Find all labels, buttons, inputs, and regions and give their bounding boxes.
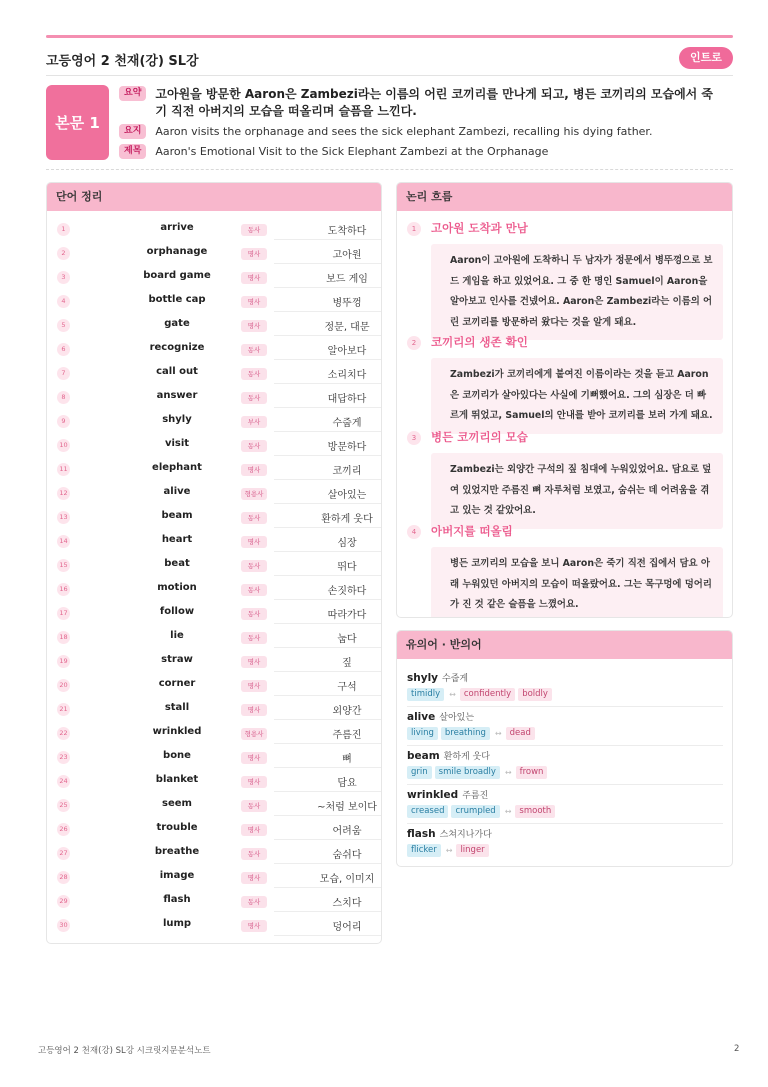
vocab-row-divider: [274, 407, 382, 408]
footer-text: 고등영어 2 천재(강) SL강 시크릿지문분석노트: [38, 1046, 211, 1056]
swap-arrow-icon: ↔: [504, 768, 512, 777]
vocab-row: [47, 338, 382, 362]
vocab-number: 23: [57, 751, 70, 764]
vocab-word: image: [159, 870, 195, 881]
synonym-heading: 유의어 · 반의어: [397, 631, 732, 659]
part-of-speech-badge: 부사: [241, 416, 267, 428]
synonym-divider: [407, 784, 723, 785]
synonym-headword-line: [407, 749, 723, 762]
vocab-word: board game: [143, 270, 211, 281]
part-of-speech-badge: 명사: [241, 704, 267, 716]
synonym-group: [407, 827, 723, 857]
part-of-speech-badge: 동사: [241, 368, 267, 380]
synonym-chip: grin: [407, 766, 432, 779]
vocab-heading: 단어 정리: [47, 183, 381, 211]
step-body: Zambezi가 코끼리에게 붙여진 이름이라는 것을 듣고 Aaron은 코끼리가 살아있다는 사실에 기뻐했어요. 그의 심장은 더 빠르게 뛰었고, Samuel의 안내를 받아 코끼리를 보러 가게 돼요.: [431, 358, 723, 434]
vocab-row: [47, 314, 382, 338]
summary-tag: 요약: [119, 86, 146, 101]
vocab-row-divider: [274, 527, 382, 528]
vocab-number: 24: [57, 775, 70, 788]
vocab-word: lie: [170, 630, 184, 641]
part-of-speech-badge: 동사: [241, 512, 267, 524]
vocab-row-divider: [274, 263, 382, 264]
vocab-number: 17: [57, 607, 70, 620]
vocab-row-divider: [274, 287, 382, 288]
vocab-number: 2: [57, 247, 70, 260]
vocab-row-divider: [274, 623, 382, 624]
vocab-meaning: 숨쉬다: [332, 850, 362, 861]
antonym-chip: smooth: [515, 805, 555, 818]
step-number: 1: [407, 222, 421, 236]
synonym-chip: crumpled: [451, 805, 499, 818]
vocab-number: 30: [57, 919, 70, 932]
part-of-speech-badge: 명사: [241, 320, 267, 332]
vocab-meaning: 모습, 이미지: [319, 874, 375, 885]
vocab-row-divider: [274, 455, 382, 456]
synonym-headword-line: [407, 671, 723, 684]
vocab-row: [47, 794, 382, 818]
chip-row: [407, 844, 723, 857]
vocab-meaning: 병뚜껑: [332, 298, 362, 309]
synonym-divider: [407, 823, 723, 824]
vocab-row-divider: [274, 863, 382, 864]
vocab-meaning: 고아원: [332, 250, 362, 261]
vocab-word: heart: [161, 534, 193, 545]
summary-row: [119, 86, 715, 120]
vocab-row: [47, 698, 382, 722]
vocab-row: [47, 626, 382, 650]
headword-meaning: 스쳐지나가다: [439, 830, 492, 840]
vocab-number: 11: [57, 463, 70, 476]
swap-arrow-icon: ↔: [494, 729, 502, 738]
vocab-row: [47, 266, 382, 290]
part-of-speech-badge: 명사: [241, 680, 267, 692]
page-title: 고등영어 2 천재(강) SL강: [46, 54, 199, 69]
vocab-meaning: 외양간: [332, 706, 362, 717]
vocab-meaning: 환하게 웃다: [321, 514, 373, 525]
gist-tag: 요지: [119, 124, 146, 139]
step-title: 아버지를 떠올림: [431, 524, 513, 538]
vocab-meaning: 어려움: [332, 826, 362, 837]
vocab-word: motion: [157, 582, 197, 593]
part-of-speech-badge: 동사: [241, 584, 267, 596]
vocab-meaning: 살아있는: [327, 490, 367, 501]
vocab-word: bottle cap: [148, 294, 206, 305]
headword: flash: [407, 828, 436, 840]
vocab-row: [47, 890, 382, 914]
gist-text: Aaron visits the orphanage and sees the sick elephant Zambezi, recalling his dying father.: [155, 125, 653, 138]
vocab-number: 18: [57, 631, 70, 644]
vocab-row-divider: [274, 671, 382, 672]
vocab-row: [47, 674, 382, 698]
vocab-row-divider: [274, 551, 382, 552]
vocab-meaning: 심장: [337, 538, 357, 549]
vocab-row: [47, 362, 382, 386]
vocab-row: [47, 818, 382, 842]
part-of-speech-badge: 동사: [241, 560, 267, 572]
title-tag: 제목: [119, 144, 146, 159]
vocab-row: [47, 530, 382, 554]
synonym-chip: smile broadly: [435, 766, 500, 779]
vocab-meaning: 뛰다: [337, 562, 357, 573]
vocab-meaning: 뼈: [342, 754, 352, 765]
headword-meaning: 살아있는: [439, 713, 475, 723]
vocab-meaning: 보드 게임: [326, 274, 368, 285]
synonym-group: [407, 671, 723, 701]
vocab-number: 14: [57, 535, 70, 548]
vocab-meaning: 따라가다: [327, 610, 367, 621]
vocab-row-divider: [274, 311, 382, 312]
vocab-number: 5: [57, 319, 70, 332]
vocab-meaning: 담요: [337, 778, 357, 789]
vocab-meaning: 도착하다: [327, 226, 367, 237]
vocab-meaning: 주름진: [332, 730, 362, 741]
part-of-speech-badge: 동사: [241, 440, 267, 452]
vocab-row-divider: [274, 647, 382, 648]
step-body: Zambezi는 외양간 구석의 짚 침대에 누워있었어요. 담요로 덮여 있었지만 주름진 뼈 자루처럼 보였고, 숨쉬는 데 어려움을 겪고 있는 것 같았어요.: [431, 453, 723, 529]
vocab-number: 1: [57, 223, 70, 236]
vocab-row: [47, 386, 382, 410]
synonym-panel: [396, 630, 733, 867]
vocab-word: trouble: [156, 822, 198, 833]
headword: shyly: [407, 672, 439, 684]
part-of-speech-badge: 명사: [241, 920, 267, 932]
vocab-word: elephant: [152, 462, 202, 473]
vocab-row-divider: [274, 479, 382, 480]
antonym-chip: frown: [516, 766, 548, 779]
vocab-meaning: 구석: [337, 682, 357, 693]
vocab-row-divider: [274, 791, 382, 792]
vocab-word: flash: [163, 894, 191, 905]
swap-arrow-icon: ↔: [445, 846, 453, 855]
vocab-row: [47, 746, 382, 770]
vocab-number: 6: [57, 343, 70, 356]
vocab-row-divider: [274, 815, 382, 816]
vocab-row: [47, 218, 382, 242]
title-text: Aaron's Emotional Visit to the Sick Elephant Zambezi at the Orphanage: [155, 145, 549, 158]
synonym-divider: [407, 745, 723, 746]
vocab-row: [47, 410, 382, 434]
part-of-speech-badge: 형용사: [241, 488, 267, 500]
part-of-speech-badge: 명사: [241, 536, 267, 548]
step-number: 4: [407, 525, 421, 539]
synonym-group: [407, 749, 723, 779]
part-of-speech-badge: 명사: [241, 872, 267, 884]
vocab-meaning: 손짓하다: [327, 586, 367, 597]
vocab-word: arrive: [160, 222, 194, 233]
vocab-meaning: 눕다: [337, 634, 357, 645]
vocab-meaning: 스치다: [332, 898, 362, 909]
synonym-chip: living: [407, 727, 438, 740]
vocab-word: blanket: [155, 774, 199, 785]
vocab-number: 26: [57, 823, 70, 836]
part-of-speech-badge: 동사: [241, 224, 267, 236]
step-title: 병든 코끼리의 모습: [431, 430, 528, 444]
intro-button[interactable]: 인트로: [679, 47, 733, 69]
vocab-number: 25: [57, 799, 70, 812]
vocab-word: gate: [164, 318, 190, 329]
synonym-divider: [407, 706, 723, 707]
part-of-speech-badge: 동사: [241, 392, 267, 404]
chip-row: [407, 805, 723, 818]
vocab-row-divider: [274, 767, 382, 768]
headword-meaning: 환하게 웃다: [443, 752, 491, 762]
vocab-number: 8: [57, 391, 70, 404]
part-of-speech-badge: 동사: [241, 608, 267, 620]
part-of-speech-badge: 명사: [241, 752, 267, 764]
gist-row: [119, 124, 652, 139]
vocab-number: 28: [57, 871, 70, 884]
section-divider: [46, 169, 733, 170]
part-of-speech-badge: 명사: [241, 296, 267, 308]
part-of-speech-badge: 동사: [241, 344, 267, 356]
vocab-number: 22: [57, 727, 70, 740]
vocab-row: [47, 866, 382, 890]
summary-text: 고아원을 방문한 Aaron은 Zambezi라는 이름의 어린 코끼리를 만나게 되고, 병든 코끼리의 모습에서 죽기 직전 아버지의 모습을 떠올리며 슬픔을 느낀다.: [155, 87, 714, 118]
part-of-speech-badge: 명사: [241, 824, 267, 836]
vocab-word: visit: [164, 438, 190, 449]
vocab-word: answer: [156, 390, 198, 401]
vocab-word: seem: [162, 798, 192, 809]
part-of-speech-badge: 명사: [241, 776, 267, 788]
vocab-row-divider: [274, 887, 382, 888]
synonym-chip: creased: [407, 805, 448, 818]
logic-heading: 논리 흐름: [397, 183, 732, 211]
vocab-row: [47, 914, 382, 938]
synonym-group: [407, 710, 723, 740]
headword: alive: [407, 711, 436, 723]
synonym-chip: breathing: [441, 727, 490, 740]
vocab-number: 15: [57, 559, 70, 572]
antonym-chip: confidently: [460, 688, 515, 701]
vocab-word: orphanage: [146, 246, 208, 257]
vocab-row-divider: [274, 431, 382, 432]
part-of-speech-badge: 동사: [241, 632, 267, 644]
logic-panel: [396, 182, 733, 618]
vocab-meaning: 짚: [342, 658, 352, 669]
vocab-row: [47, 554, 382, 578]
vocab-row: [47, 506, 382, 530]
part-of-speech-badge: 동사: [241, 848, 267, 860]
synonym-chip: flicker: [407, 844, 441, 857]
synonym-headword-line: [407, 710, 723, 723]
vocab-word: lump: [162, 918, 192, 929]
step-body: Aaron이 고아원에 도착하니 두 남자가 정문에서 병뚜껑으로 보드 게임을 하고 있었어요. 그 중 한 명인 Samuel이 Aaron을 알아보고 인사를 건넸어요. Aaron은 Zambezi라는 이름의 어린 코끼리를 방문하러 왔다는 것을 알게 돼요.: [431, 244, 723, 340]
vocab-row: [47, 458, 382, 482]
vocab-row: [47, 650, 382, 674]
part-of-speech-badge: 명사: [241, 248, 267, 260]
synonym-headword-line: [407, 788, 723, 801]
vocab-row-divider: [274, 239, 382, 240]
vocab-row: [47, 770, 382, 794]
vocab-number: 10: [57, 439, 70, 452]
vocab-number: 12: [57, 487, 70, 500]
vocab-number: 4: [57, 295, 70, 308]
vocab-word: recognize: [149, 342, 205, 353]
chip-row: [407, 766, 723, 779]
vocab-row: [47, 722, 382, 746]
vocab-word: alive: [163, 486, 191, 497]
part-of-speech-badge: 명사: [241, 656, 267, 668]
vocab-row: [47, 242, 382, 266]
vocab-word: straw: [161, 654, 193, 665]
part-of-speech-badge: 명사: [241, 272, 267, 284]
step-number: 2: [407, 336, 421, 350]
vocab-row-divider: [274, 383, 382, 384]
antonym-chip: dead: [506, 727, 535, 740]
part-of-speech-badge: 명사: [241, 464, 267, 476]
chip-row: [407, 688, 723, 701]
headword-meaning: 수줍게: [442, 674, 469, 684]
vocab-row: [47, 578, 382, 602]
part-of-speech-badge: 동사: [241, 896, 267, 908]
vocab-word: call out: [156, 366, 198, 377]
vocab-word: breathe: [154, 846, 200, 857]
vocab-row: [47, 482, 382, 506]
vocab-row-divider: [274, 935, 382, 936]
vocab-meaning: 정문, 대문: [324, 322, 370, 333]
vocab-number: 7: [57, 367, 70, 380]
synonym-headword-line: [407, 827, 723, 840]
vocab-word: beam: [161, 510, 193, 521]
vocab-row-divider: [274, 695, 382, 696]
step-title: 코끼리의 생존 확인: [431, 335, 528, 349]
vocab-row-divider: [274, 719, 382, 720]
vocab-number: 9: [57, 415, 70, 428]
vocab-row-divider: [274, 575, 382, 576]
part-of-speech-badge: 형용사: [241, 728, 267, 740]
vocab-meaning: 소리치다: [327, 370, 367, 381]
vocab-row-divider: [274, 503, 382, 504]
swap-arrow-icon: ↔: [504, 807, 512, 816]
vocab-meaning: 수줍게: [332, 418, 362, 429]
step-number: 3: [407, 431, 421, 445]
antonym-chip: linger: [456, 844, 488, 857]
page-number: 2: [734, 1044, 740, 1054]
vocab-number: 13: [57, 511, 70, 524]
vocab-meaning: ~처럼 보이다: [317, 802, 377, 813]
headword: wrinkled: [407, 789, 459, 801]
vocab-row-divider: [274, 335, 382, 336]
top-accent-line: [46, 35, 733, 38]
header-divider: [46, 75, 733, 76]
step-title: 고아원 도착과 만남: [431, 221, 528, 235]
vocab-row-divider: [274, 911, 382, 912]
vocab-word: shyly: [162, 414, 192, 425]
headword-meaning: 주름진: [462, 791, 489, 801]
vocab-meaning: 코끼리: [332, 466, 362, 477]
vocab-row-divider: [274, 839, 382, 840]
vocab-number: 29: [57, 895, 70, 908]
vocab-row: [47, 290, 382, 314]
vocab-panel: [46, 182, 382, 944]
vocab-number: 27: [57, 847, 70, 860]
vocab-row: [47, 434, 382, 458]
vocab-word: corner: [158, 678, 196, 689]
vocab-number: 3: [57, 271, 70, 284]
vocab-word: stall: [164, 702, 190, 713]
vocab-row-divider: [274, 359, 382, 360]
vocab-meaning: 알아보다: [327, 346, 367, 357]
vocab-number: 20: [57, 679, 70, 692]
vocab-row-divider: [274, 599, 382, 600]
step-body: 병든 코끼리의 모습을 보니 Aaron은 죽기 직전 집에서 담요 아래 누워있던 아버지의 모습이 떠올랐어요. 그는 목구멍에 덩어리가 진 것 같은 슬픔을 느꼈어요.: [431, 547, 723, 618]
swap-arrow-icon: ↔: [449, 690, 456, 699]
vocab-number: 19: [57, 655, 70, 668]
synonym-group: [407, 788, 723, 818]
synonym-chip: timidly: [407, 688, 444, 701]
vocab-word: wrinkled: [152, 726, 202, 737]
vocab-meaning: 덩어리: [332, 922, 362, 933]
vocab-meaning: 대답하다: [327, 394, 367, 405]
vocab-meaning: 방문하다: [327, 442, 367, 453]
vocab-word: follow: [159, 606, 195, 617]
vocab-row: [47, 842, 382, 866]
section-badge: 본문 1: [46, 85, 109, 160]
headword: beam: [407, 750, 440, 762]
vocab-word: bone: [163, 750, 191, 761]
vocab-word: beat: [164, 558, 190, 569]
vocab-number: 21: [57, 703, 70, 716]
antonym-chip: boldly: [518, 688, 552, 701]
part-of-speech-badge: 동사: [241, 800, 267, 812]
vocab-row-divider: [274, 743, 382, 744]
vocab-row: [47, 602, 382, 626]
chip-row: [407, 727, 723, 740]
vocab-number: 16: [57, 583, 70, 596]
title-row: [119, 144, 548, 159]
